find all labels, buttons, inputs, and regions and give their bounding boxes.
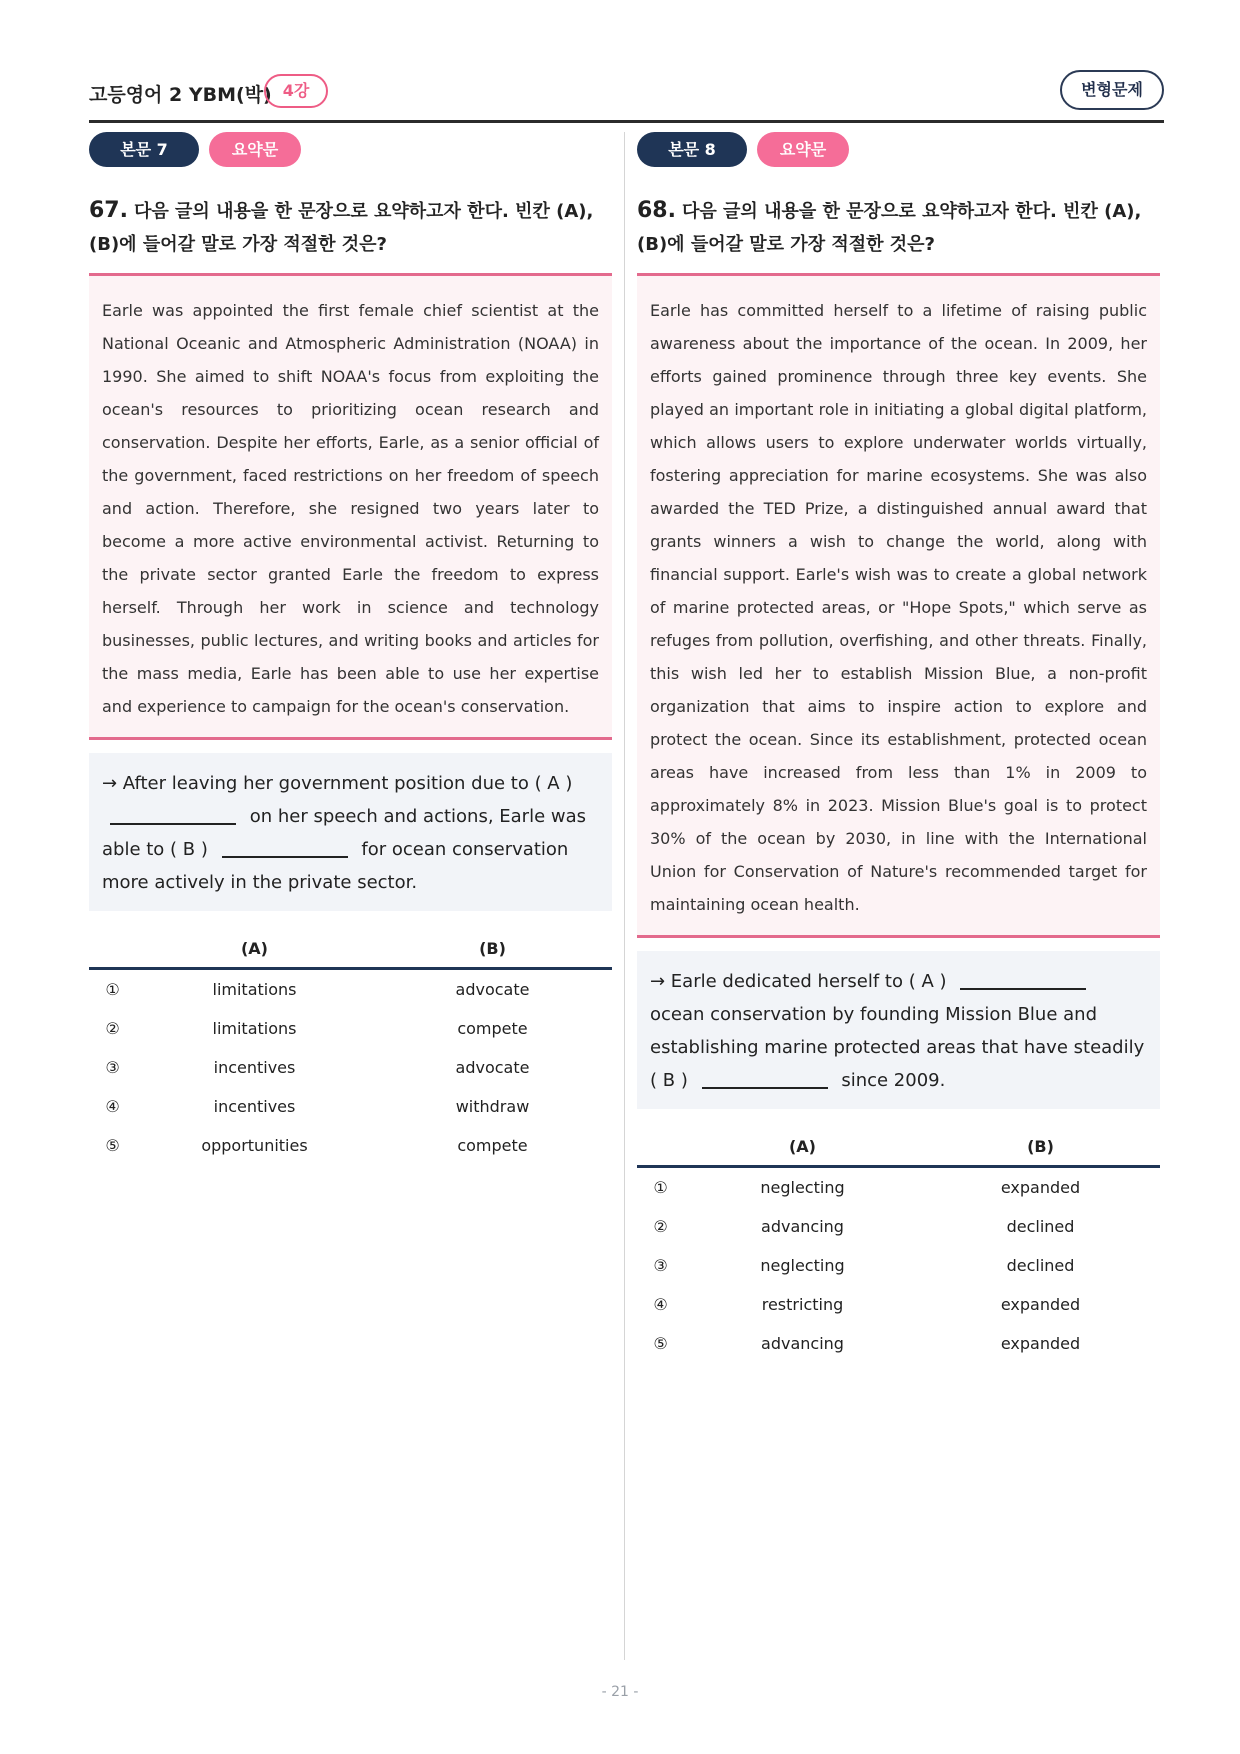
choice-a: incentives [213,1097,296,1116]
passage-tag: 본문 7 [89,132,199,167]
choice-row[interactable] [89,969,612,1010]
choice-b: expanded [1000,1334,1081,1353]
choice-b: declined [1006,1256,1075,1275]
question-stem [89,194,612,276]
question-67-column [89,132,612,1165]
choice-a: incentives [213,1058,296,1077]
header-b: (B) [373,929,612,969]
page-header [89,70,1164,123]
summary-part-3: since 2009. [841,1070,946,1091]
passage-box: Earle has committed herself to a lifetime of raising public awareness about the importance of the ocean. In 2009, her efforts gained prominence through three key events. She played an important role in initiating a global digital platform, which allows users to explore underwater worlds virtually, fostering appreciation for marine ecosystems. She was also awarded the TED Prize, a distinguished annual award that grants winners a wish to change the world, along with financial support. Earle's wish was to create a global network of marine protected areas, or "Hope Spots," which serve as refuges from pollution, overfishing, and other threats. Finally, this wish led her to establish Mission Blue, a non-profit organization that aims to inspire action to explore and protect the ocean. Since its establishment, protected ocean areas have increased from less than 1% in 2009 to approximately 8% in 2023. Mission Blue's goal is to protect 30% of the ocean by 2030, in line with the International Union for Conservation of Nature's recommended target for maintaining ocean health. [637,276,1160,938]
page-number: - 21 - [601,1684,639,1700]
choice-b: advocate [455,980,530,999]
choice-b: expanded [1000,1295,1081,1314]
question-type-badge: 변형문제 [1060,70,1164,110]
header-title: 고등영어 2 YBM(박) [89,84,272,106]
choice-a: neglecting [760,1256,845,1275]
choice-number: ④ [653,1295,668,1314]
summary-box [89,753,612,911]
choice-b: withdraw [455,1097,530,1116]
blank-b [702,1073,828,1089]
question-text: 다음 글의 내용을 한 문장으로 요약하고자 한다. 빈칸 (A), (B)에 들어갈 말로 가장 적절한 것은? [89,201,594,255]
choice-row[interactable] [637,1207,1160,1246]
summary-tag: 요약문 [209,132,301,167]
choices-header-row [89,929,612,969]
choice-row[interactable] [89,1087,612,1126]
choice-a: restricting [761,1295,844,1314]
question-text: 다음 글의 내용을 한 문장으로 요약하고자 한다. 빈칸 (A), (B)에 들어갈 말로 가장 적절한 것은? [637,201,1142,255]
question-stem [637,194,1160,276]
choice-b: advocate [455,1058,530,1077]
choice-a: limitations [212,1019,297,1038]
lesson-badge: 4강 [264,74,328,108]
choice-b: compete [457,1136,528,1155]
choice-number: ③ [653,1256,668,1275]
choice-number: ⑤ [105,1136,120,1155]
header-b: (B) [921,1127,1160,1167]
choices-table [89,929,612,1165]
choice-a: opportunities [201,1136,308,1155]
tag-row [637,132,1160,168]
choice-number: ② [653,1217,668,1236]
summary-part-2: ocean conservation by founding Mission Blue and establishing marine protected areas that have steadily ( B ) [650,1004,1145,1091]
header-a: (A) [136,929,373,969]
choice-number: ④ [105,1097,120,1116]
passage-box: Earle was appointed the first female chief scientist at the National Oceanic and Atmospheric Administration (NOAA) in 1990. She aimed to shift NOAA's focus from exploiting the ocean's resources to prioritizing ocean research and conservation. Despite her efforts, Earle, as a senior official of the government, faced restrictions on her freedom of speech and action. Therefore, she resigned two years later to become a more active environmental activist. Returning to the private sector granted Earle the freedom to express herself. Through her work in science and technology businesses, public lectures, and writing books and articles for the mass media, Earle has been able to use her expertise and experience to campaign for the ocean's conservation. [89,276,612,740]
passage-tag: 본문 8 [637,132,747,167]
question-68-column [637,132,1160,1363]
choice-a: neglecting [760,1178,845,1197]
summary-box [637,951,1160,1109]
header-a: (A) [684,1127,921,1167]
choice-row[interactable] [89,1048,612,1087]
choice-row[interactable] [89,1126,612,1165]
choices-header-row [637,1127,1160,1167]
blank-a [110,809,236,825]
summary-part-2: on her speech and actions, Earle was able to ( B ) [102,806,587,860]
summary-tag: 요약문 [757,132,849,167]
header-blank [89,929,136,969]
choice-b: declined [1006,1217,1075,1236]
choice-b: compete [457,1019,528,1038]
summary-part-3: for ocean conservation more actively in the private sector. [102,839,569,893]
choice-a: limitations [212,980,297,999]
blank-a [960,974,1086,990]
choice-number: ② [105,1019,120,1038]
choices-table [637,1127,1160,1363]
choice-row[interactable] [637,1324,1160,1363]
choice-row[interactable] [637,1167,1160,1208]
choice-b: expanded [1000,1178,1081,1197]
choice-a: advancing [761,1334,844,1353]
column-divider [624,132,625,1660]
choice-row[interactable] [637,1285,1160,1324]
choice-row[interactable] [89,1009,612,1048]
summary-part-1: → Earle dedicated herself to ( A ) [650,971,947,992]
blank-b [222,842,348,858]
choice-number: ⑤ [653,1334,668,1353]
summary-part-1: → After leaving her government position due to ( A ) [102,773,573,794]
tag-row [89,132,612,168]
choice-a: advancing [761,1217,844,1236]
question-number: 68. [637,198,676,223]
question-number: 67. [89,198,128,223]
choice-number: ① [105,980,120,999]
choice-number: ① [653,1178,668,1197]
choice-number: ③ [105,1058,120,1077]
header-blank [637,1127,684,1167]
choice-row[interactable] [637,1246,1160,1285]
